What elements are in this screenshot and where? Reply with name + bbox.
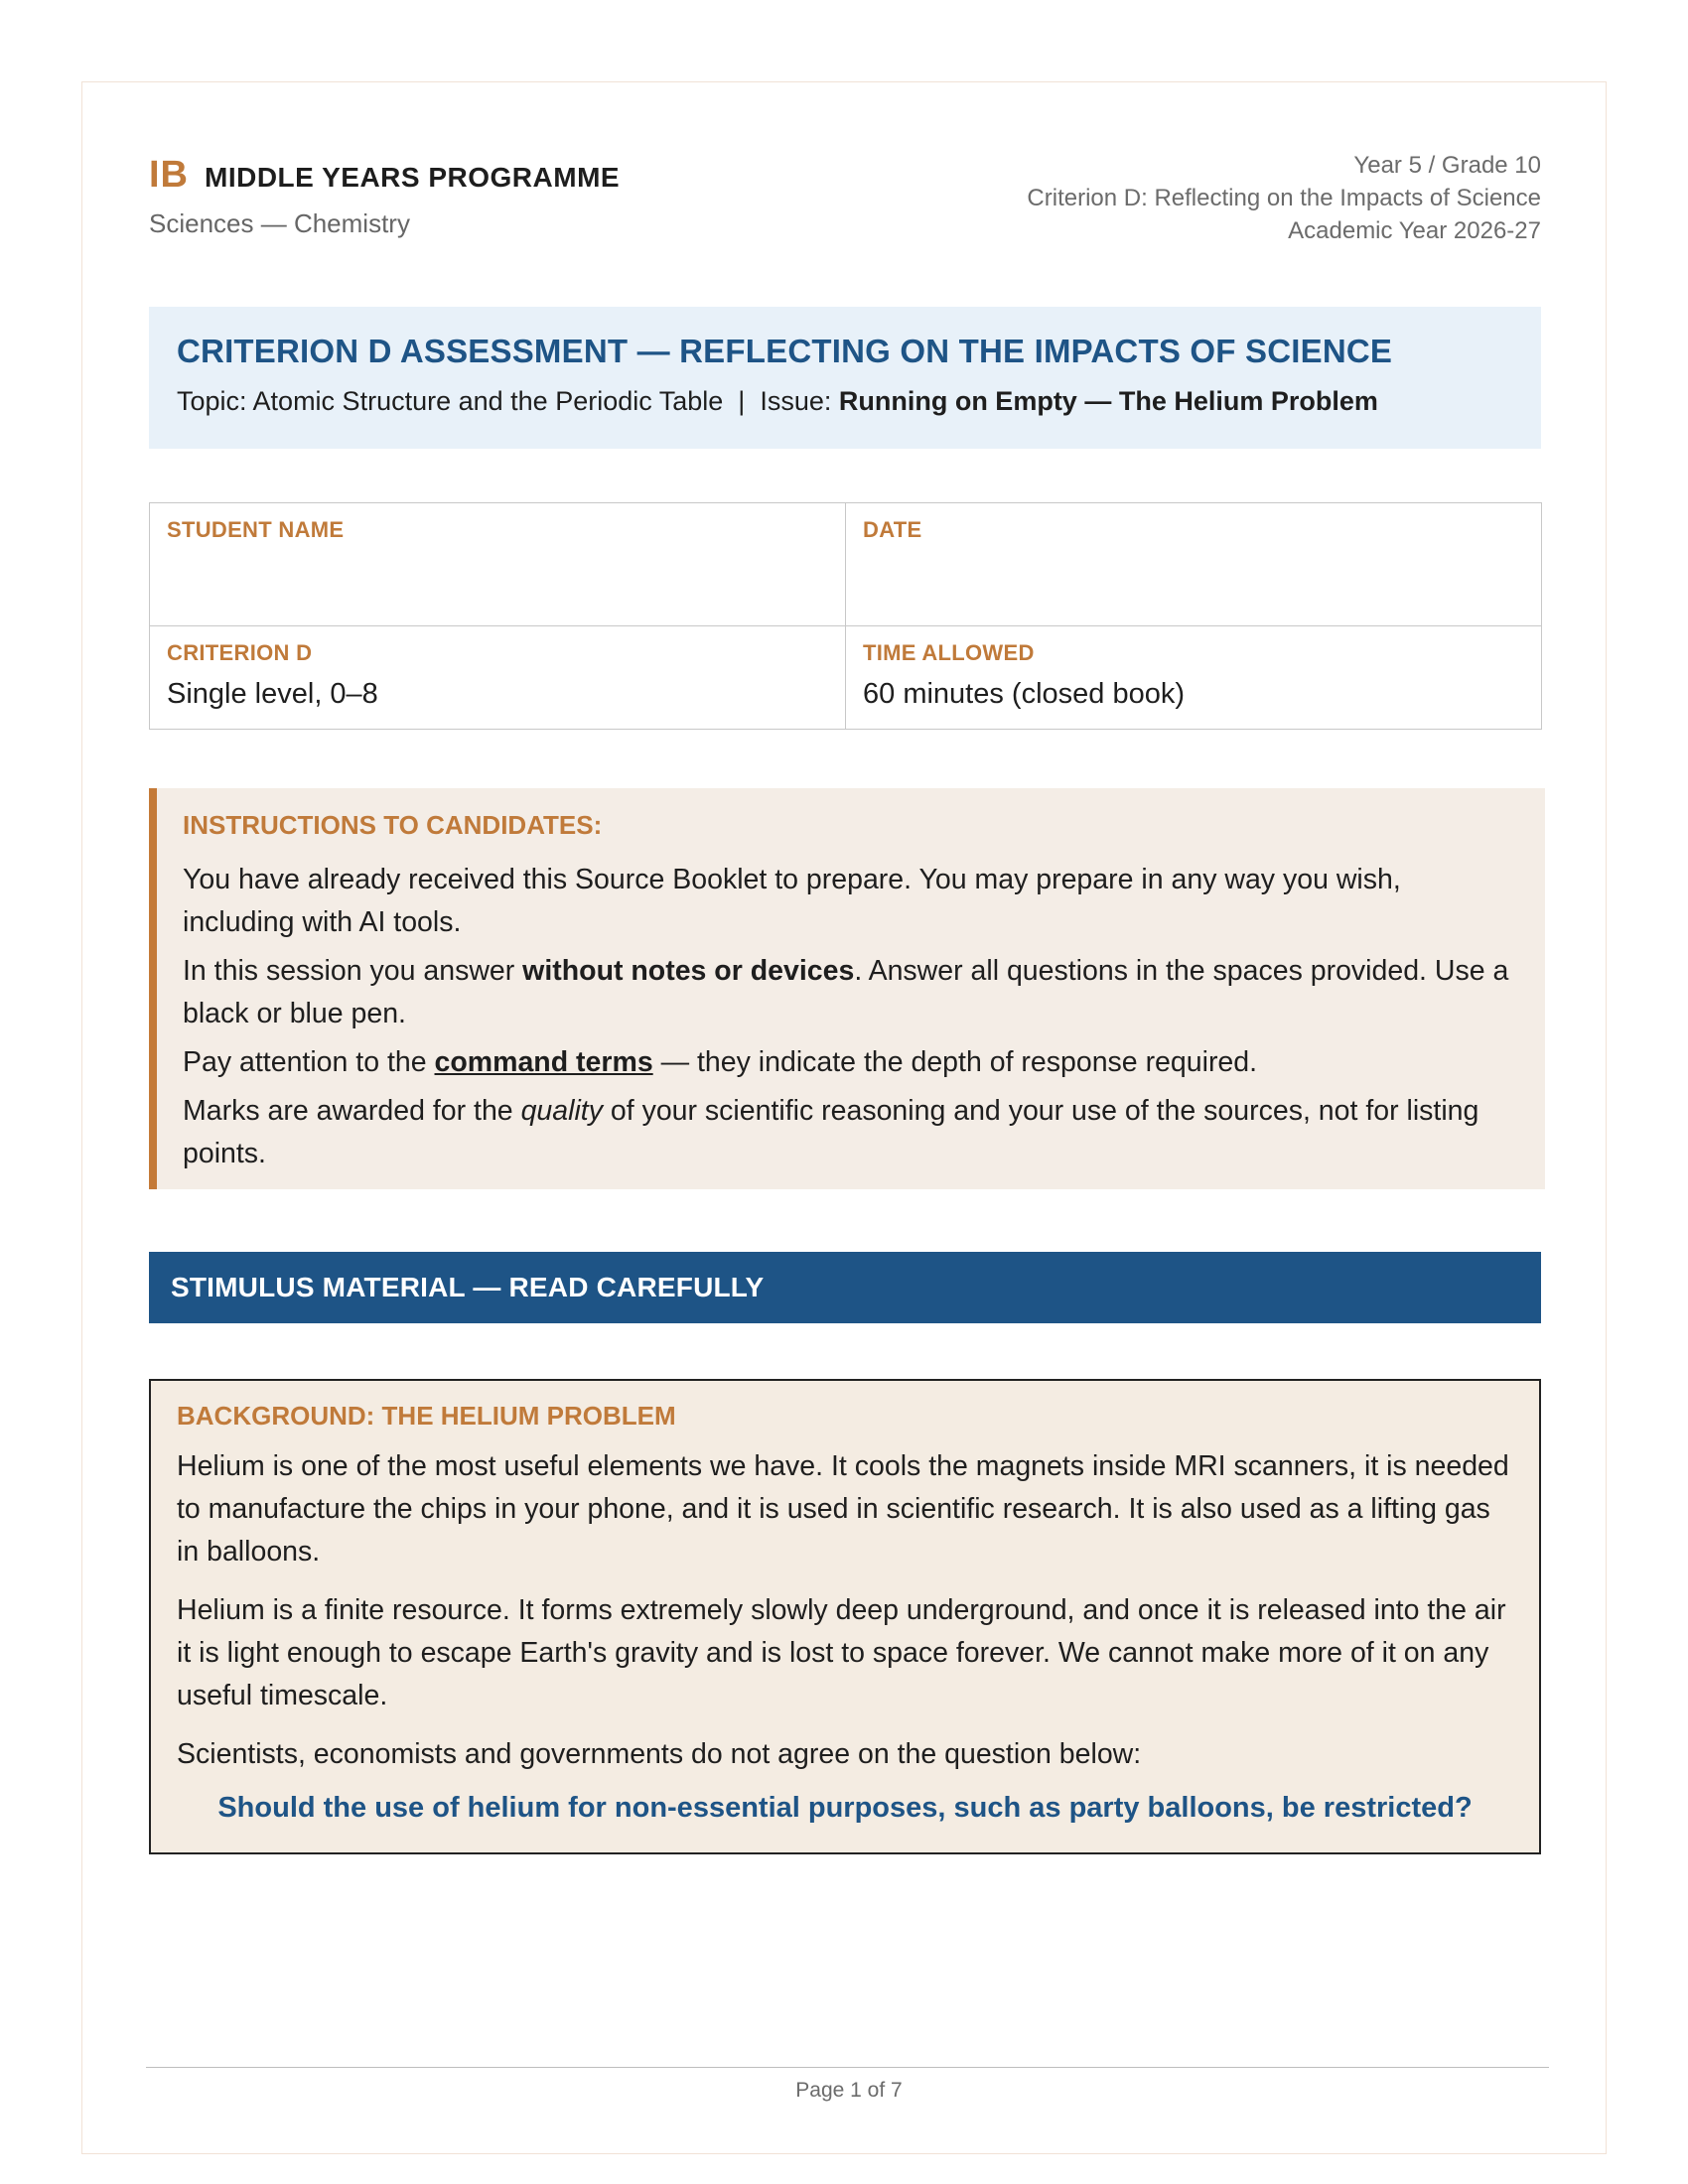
ib-logo: IB bbox=[149, 154, 189, 196]
background-title: BACKGROUND: THE HELIUM PROBLEM bbox=[177, 1401, 676, 1431]
time-allowed-cell bbox=[846, 626, 1542, 730]
student-name-cell[interactable] bbox=[150, 503, 846, 626]
student-name-label: STUDENT NAME bbox=[167, 517, 345, 542]
instruction-3-before: Pay attention to the bbox=[183, 1046, 435, 1078]
date-cell[interactable] bbox=[846, 503, 1542, 626]
criterion-value: Single level, 0–8 bbox=[167, 678, 378, 710]
programme-name: MIDDLE YEARS PROGRAMME bbox=[205, 162, 621, 193]
instruction-2-after: . Answer all questions in the spaces provided. Use a black or blue pen. bbox=[183, 955, 1509, 1029]
footer-divider bbox=[146, 2067, 1549, 2068]
instruction-2 bbox=[183, 950, 1517, 1035]
background-paragraph-1: Helium is one of the most useful elements we have. It cools the magnets inside MRI scanners, it is needed to manufacture the chips in your phone, and it is used in scientific research. It is also used as a lifting gas in balloons. bbox=[177, 1450, 1509, 1568]
header-meta bbox=[1027, 149, 1541, 247]
background-paragraph-3: Scientists, economists and governments do not agree on the question below: bbox=[177, 1738, 1142, 1770]
year-grade: Year 5 / Grade 10 bbox=[1353, 152, 1541, 179]
page-number: Page 1 of 7 bbox=[795, 2079, 903, 2102]
time-allowed-label: TIME ALLOWED bbox=[863, 640, 1035, 665]
title-banner bbox=[149, 307, 1541, 449]
instruction-4 bbox=[183, 1090, 1517, 1175]
instructions-title: INSTRUCTIONS TO CANDIDATES: bbox=[183, 810, 603, 840]
instruction-3-after: — they indicate the depth of response required. bbox=[652, 1046, 1258, 1078]
instruction-4-italic: quality bbox=[520, 1095, 603, 1127]
academic-year: Academic Year 2026-27 bbox=[1288, 217, 1541, 244]
background-box bbox=[149, 1379, 1541, 1854]
criterion-label: CRITERION D bbox=[167, 640, 313, 665]
brand-line bbox=[149, 154, 620, 197]
instruction-2-before: In this session you answer bbox=[183, 955, 523, 987]
key-question: Should the use of helium for non-essential purposes, such as party balloons, be restricted? bbox=[217, 1792, 1473, 1824]
topic-prefix: Topic: Atomic Structure and the Periodic Table | Issue: bbox=[177, 386, 839, 416]
assessment-title: CRITERION D ASSESSMENT — REFLECTING ON THE IMPACTS OF SCIENCE bbox=[177, 333, 1393, 369]
background-paragraph-2: Helium is a finite resource. It forms extremely slowly deep underground, and once it is released into the air it is light enough to escape Earth's gravity and is lost to space forever. We cannot make more of it on any useful timescale. bbox=[177, 1594, 1506, 1711]
instruction-2-bold: without notes or devices bbox=[522, 955, 855, 987]
subject-line: Sciences — Chemistry bbox=[149, 208, 410, 238]
instruction-1: You have already received this Source Booklet to prepare. You may prepare in any way you wish, including with AI tools. bbox=[183, 864, 1401, 938]
stimulus-section-header: STIMULUS MATERIAL — READ CAREFULLY bbox=[149, 1252, 1541, 1323]
date-label: DATE bbox=[863, 517, 922, 542]
candidate-info-table bbox=[149, 502, 1542, 730]
criterion-line: Criterion D: Reflecting on the Impacts of Science bbox=[1027, 185, 1541, 211]
criterion-cell bbox=[150, 626, 846, 730]
time-allowed-value: 60 minutes (closed book) bbox=[863, 678, 1185, 710]
header-branding bbox=[149, 154, 620, 239]
instruction-4-after: of your scientific reasoning and your use of the sources, not for listing points. bbox=[183, 1095, 1479, 1169]
topic-line bbox=[177, 386, 1513, 417]
instruction-4-before: Marks are awarded for the bbox=[183, 1095, 521, 1127]
command-terms: command terms bbox=[434, 1046, 653, 1078]
issue-title: Running on Empty — The Helium Problem bbox=[838, 386, 1378, 416]
instructions-box bbox=[149, 788, 1545, 1189]
instruction-3 bbox=[183, 1041, 1517, 1084]
